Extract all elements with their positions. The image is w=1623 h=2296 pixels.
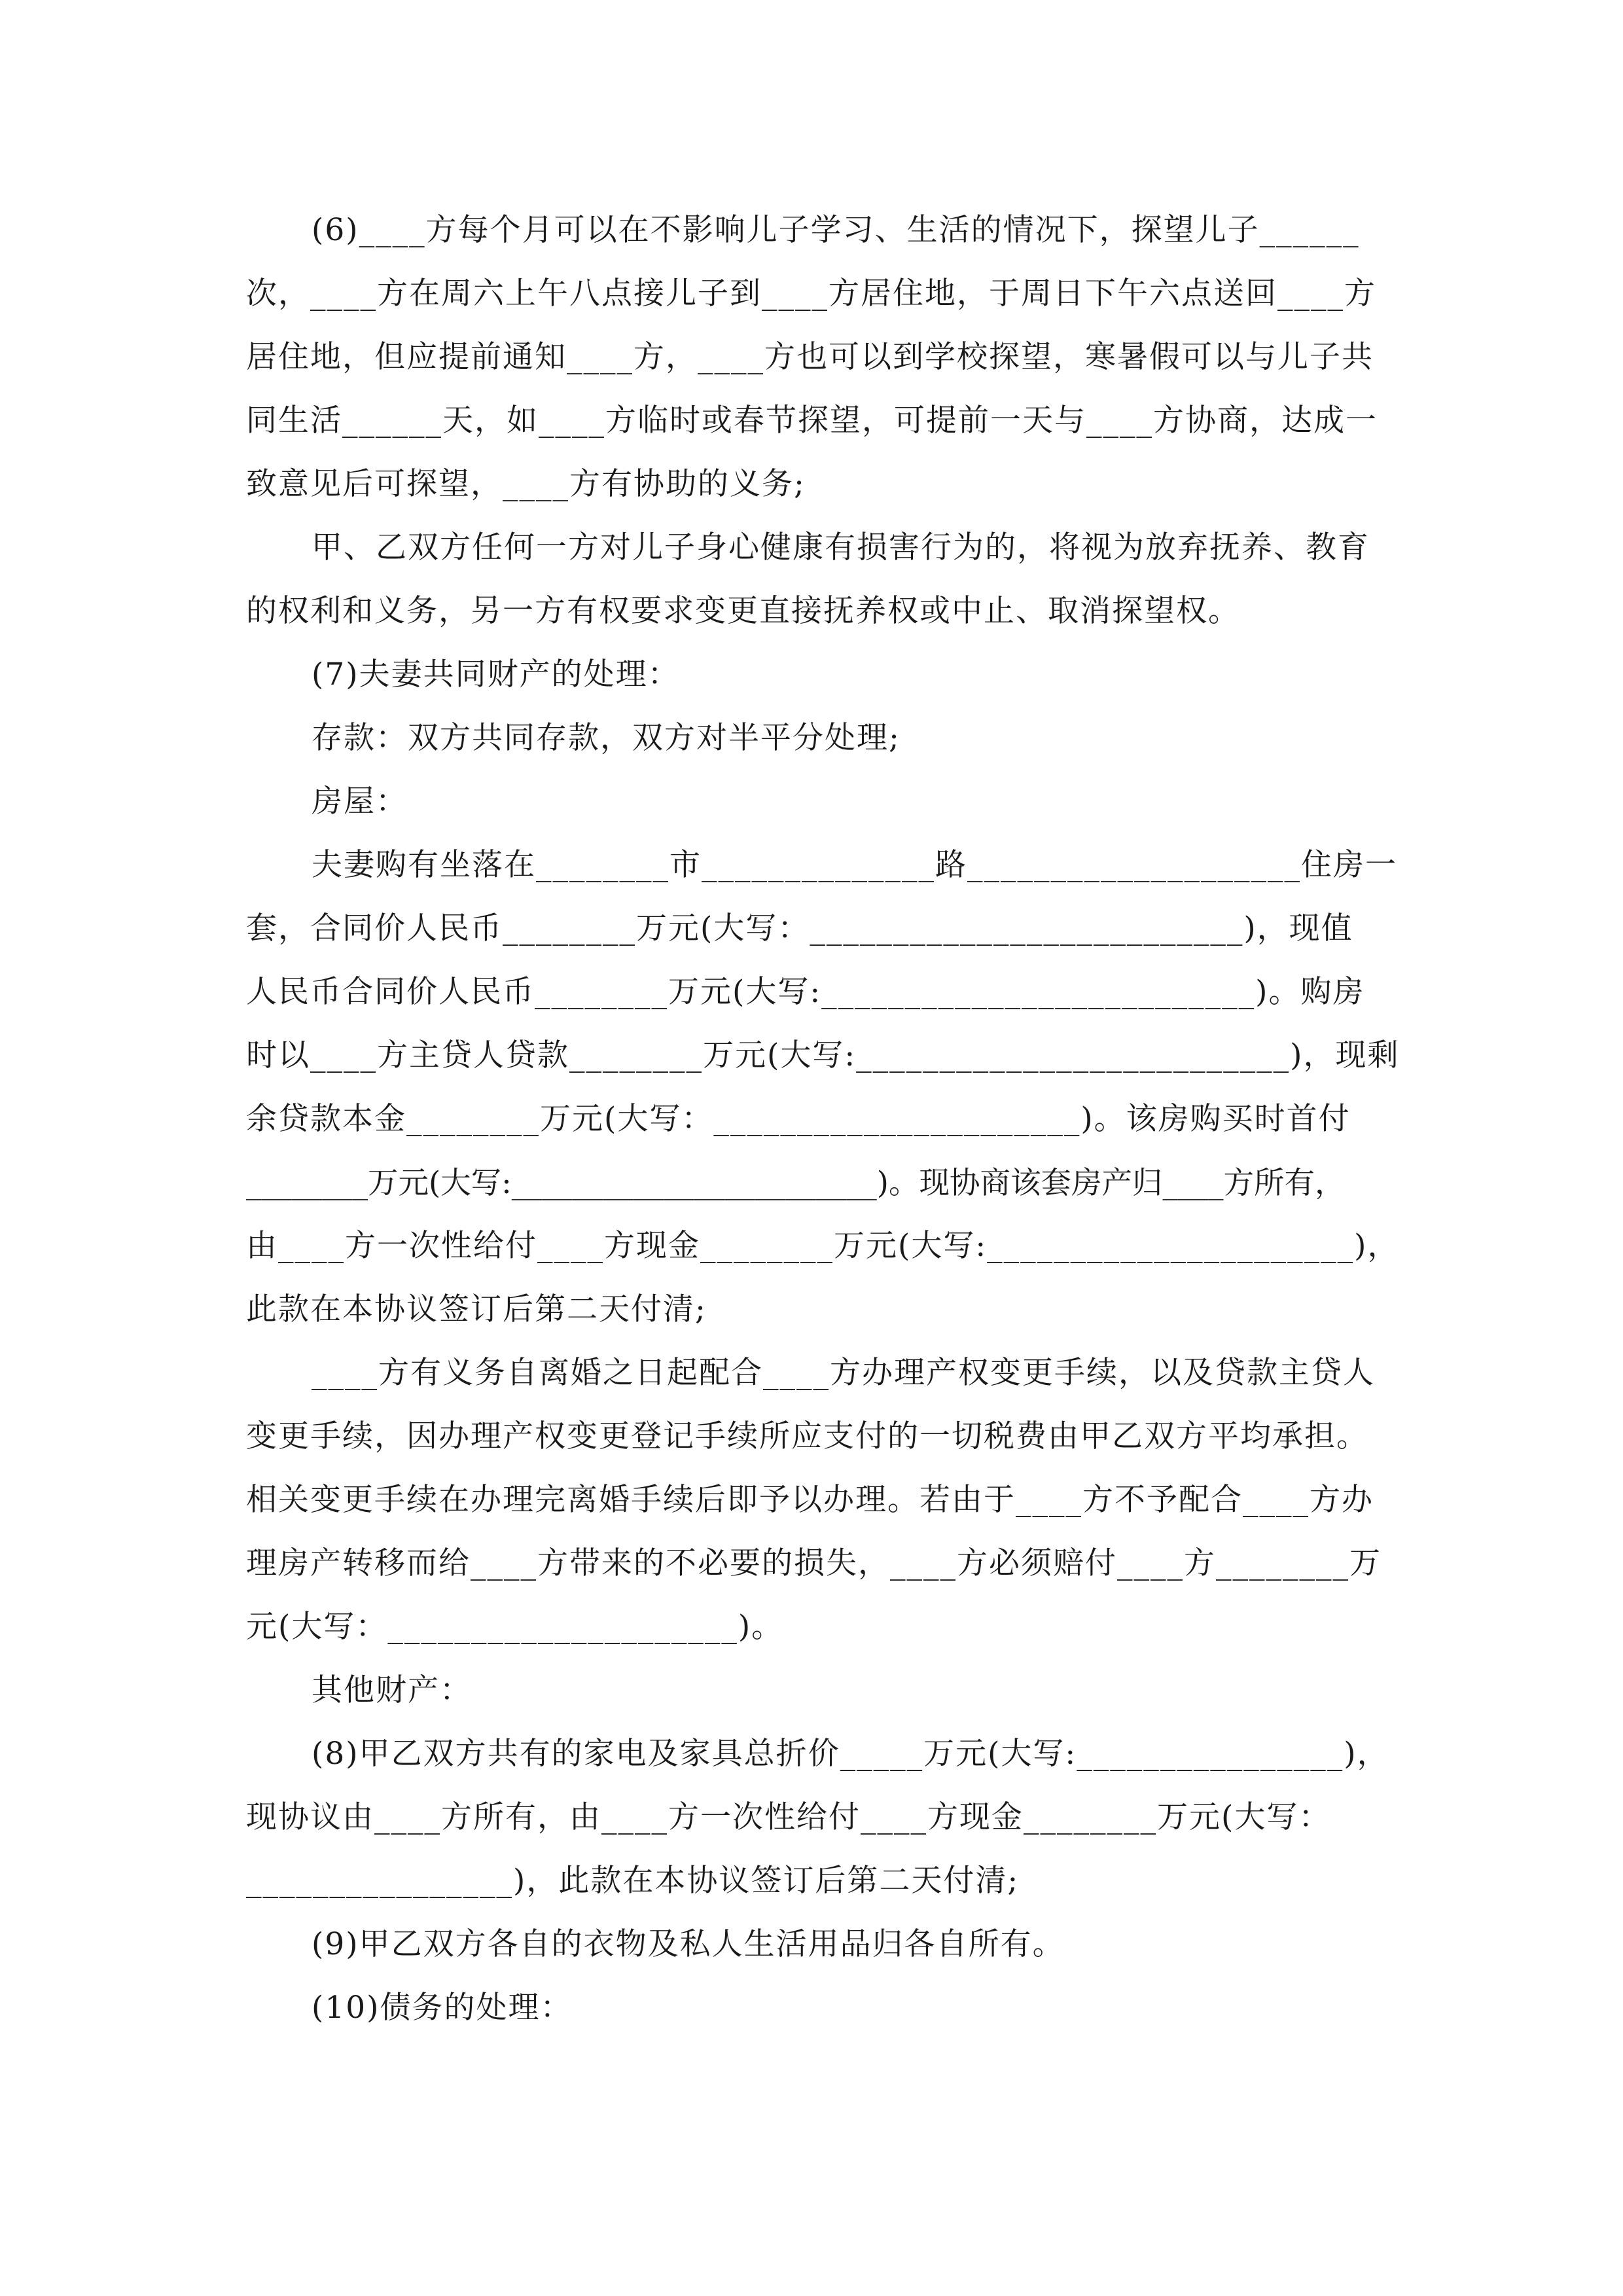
text-line: 人民币合同价人民币________万元(大写:__________________________)。购房 <box>246 974 1365 1010</box>
text-line: 现协议由____方所有，由____方一次性给付____方现金________万元(大写： <box>246 1799 1331 1835</box>
text-line: ________万元(大写:________________________)。现协商该套房产归____方所有， <box>246 1165 1346 1200</box>
text-line: 套，合同价人民币________万元(大写：__________________________)，现值 <box>246 910 1353 946</box>
text-line: 由____方一次性给付____方现金________万元(大写:______________________)， <box>246 1228 1400 1264</box>
text-line: 时以____方主贷人贷款________万元(大写:__________________________)，现剩 <box>246 1037 1400 1073</box>
text-line: 余贷款本金________万元(大写：______________________)。该房购买时首付 <box>246 1101 1351 1137</box>
text-line: (6)____方每个月可以在不影响儿子学习、生活的情况下，探望儿子______ <box>312 212 1360 248</box>
text-line: (9)甲乙双方各自的衣物及私人生活用品归各自所有。 <box>312 1926 1065 1962</box>
text-line: 同生活______天，如____方临时或春节探望，可提前一天与____方协商，达成一 <box>246 403 1378 439</box>
text-line: 的权利和义务，另一方有权要求变更直接抚养权或中止、取消探望权。 <box>246 593 1240 629</box>
text-line: (8)甲乙双方共有的家电及家具总折价_____万元(大写:________________)， <box>312 1736 1389 1772</box>
text-line: 甲、乙双方任何一方对儿子身心健康有损害行为的，将视为放弃抚养、教育 <box>312 529 1370 565</box>
text-line: 存款：双方共同存款，双方对半平分处理; <box>312 720 901 756</box>
text-line: 次，____方在周六上午八点接儿子到____方居住地，于周日下午六点送回____方 <box>246 276 1376 312</box>
section-heading: 房屋： <box>312 783 408 819</box>
section-heading: (10)债务的处理： <box>312 1990 573 2026</box>
text-line: 此款在本协议签订后第二天付清; <box>246 1291 707 1327</box>
text-line: 夫妻购有坐落在________市______________路____________________住房一 <box>312 847 1397 883</box>
text-line: ____方有义务自离婚之日起配合____方办理产权变更手续，以及贷款主贷人 <box>312 1355 1375 1391</box>
section-heading: (7)夫妻共同财产的处理： <box>312 656 680 692</box>
text-line: 相关变更手续在办理完离婚手续后即予以办理。若由于____方不予配合____方办 <box>246 1482 1374 1518</box>
text-line: ________________)，此款在本协议签订后第二天付清; <box>246 1863 1020 1899</box>
text-line: 元(大写：_____________________)。 <box>246 1609 784 1645</box>
text-line: 致意见后可探望，____方有协助的义务; <box>246 466 806 502</box>
text-line: 变更手续，因办理产权变更登记手续所应支付的一切税费由甲乙双方平均承担。 <box>246 1418 1368 1454</box>
section-heading: 其他财产： <box>312 1672 472 1708</box>
text-line: 理房产转移而给____方带来的不必要的损失，____方必须赔付____方________万 <box>246 1545 1382 1581</box>
text-line: 居住地，但应提前通知____方，____方也可以到学校探望，寒暑假可以与儿子共 <box>246 339 1374 375</box>
